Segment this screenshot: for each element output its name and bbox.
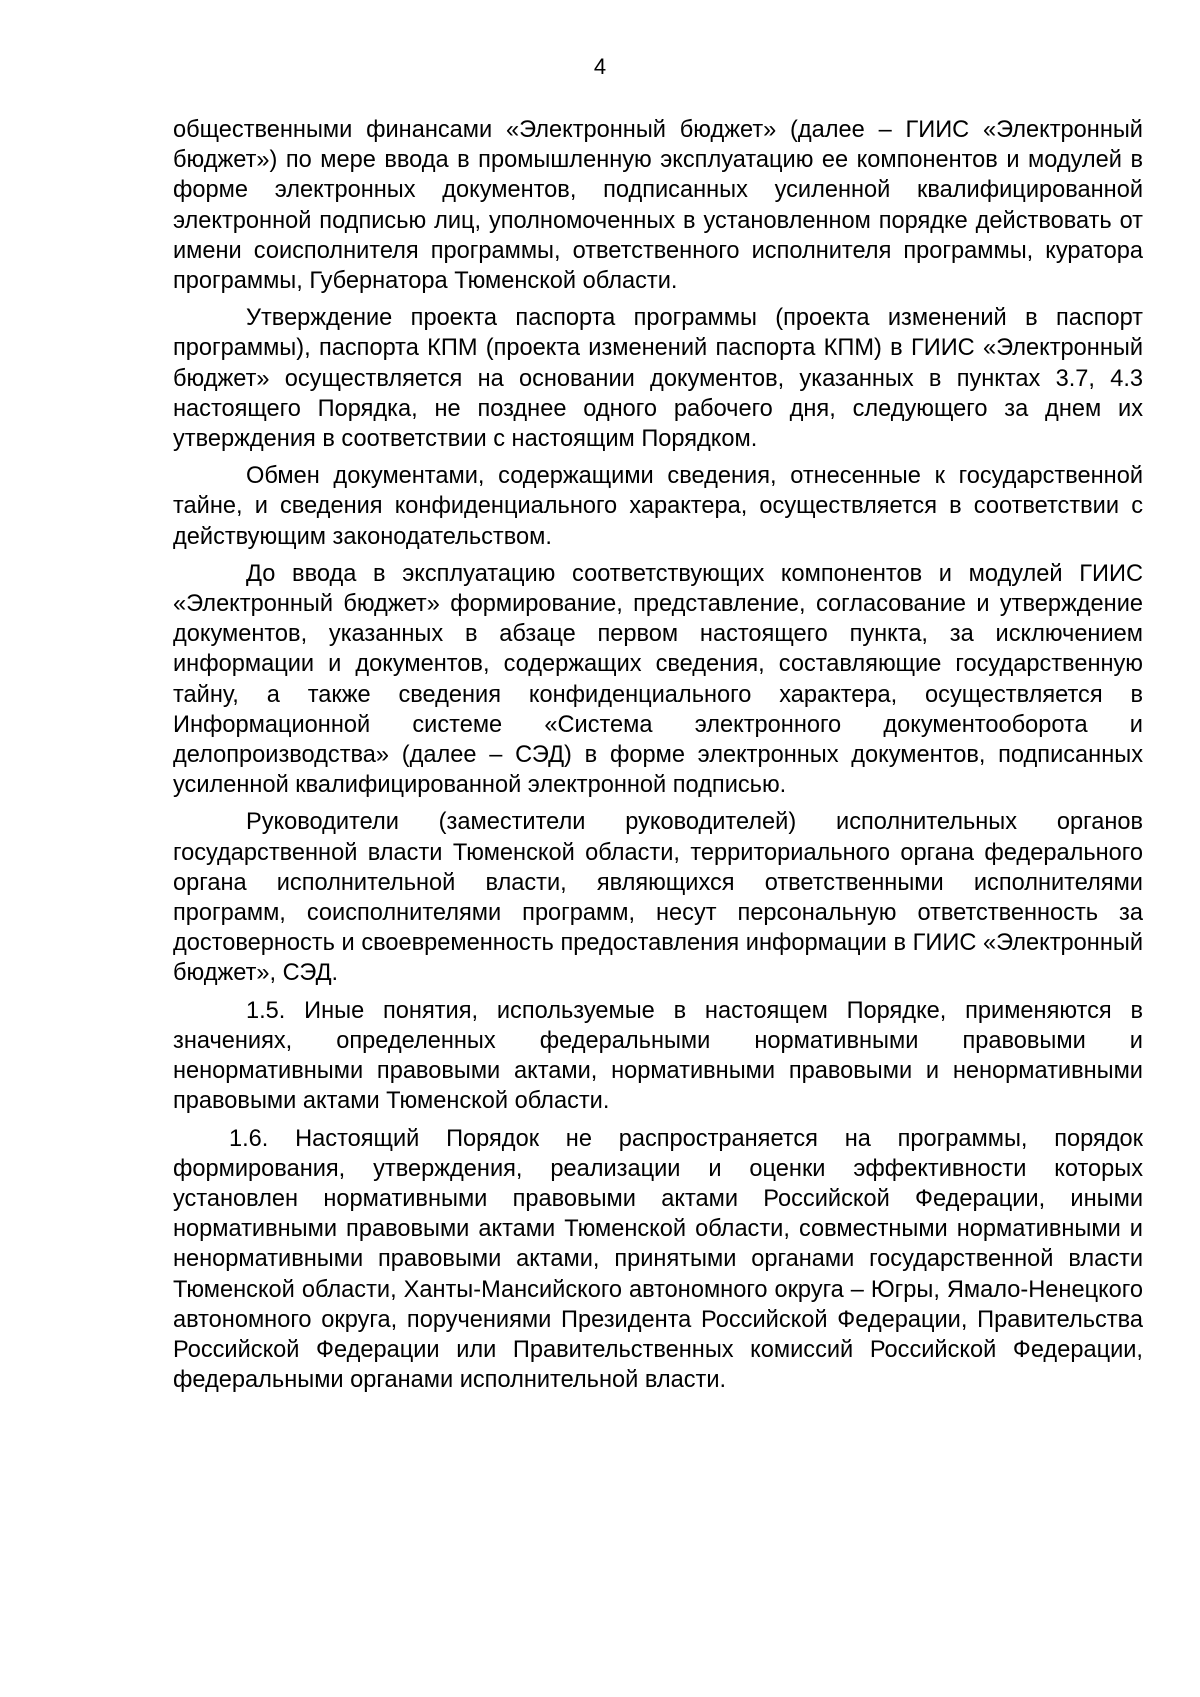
paragraph-approval: Утверждение проекта паспорта программы (проекта изменений в паспорт программы), паспорта КПМ (проекта изменений паспорта КПМ) в ГИИС «Электронный бюджет» осуществляется на основании документов, указанных в пунктах 3.7, 4.3 настоящего Порядка, не позднее одного рабочего дня, следующего за днем их утверждения в соответствии с настоящим Порядком. bbox=[173, 305, 1143, 453]
paragraph-continuation: общественными финансами «Электронный бюджет» (далее – ГИИС «Электронный бюджет») по мере ввода в промышленную эксплуатацию ее компонентов и модулей в форме электронных документов, подписанных усиленной квалифицированной электронной подписью лиц, уполномоченных в установленном порядке действовать от имени соисполнителя программы, ответственного исполнителя программы, куратора программы, Губернатора Тюменской области. bbox=[173, 117, 1143, 295]
paragraph-1-6: 1.6. Настоящий Порядок не распространяется на программы, порядок формирования, утверждения, реализации и оценки эффективности которых установлен нормативными правовыми актами Российской Федерации, иными нормативными правовыми актами Тюменской области, совместными нормативными и ненормативными правовыми актами, принятыми органами государственной власти Тюменской области, Ханты-Мансийского автономного округа – Югры, Ямало-Ненецкого автономного округа, поручениями Президента Российской Федерации, Правительства Российской Федерации или Правительственных комиссий Российской Федерации, федеральными органами исполнительной власти. bbox=[173, 1125, 1143, 1394]
paragraph-exchange: Обмен документами, содержащими сведения, отнесенные к государственной тайне, и сведения конфиденциального характера, осуществляется в соответствии с действующим законодательством. bbox=[173, 463, 1143, 550]
page-number: 4 bbox=[593, 54, 607, 79]
paragraph-responsibility: Руководители (заместители руководителей) исполнительных органов государственной власти Тюменской области, территориального органа федерального органа исполнительной власти, являющихся ответственными исполнителями программ, соисполнителями программ, несут персональную ответственность за достоверность и своевременность предоставления информации в ГИИС «Электронный бюджет», СЭД. bbox=[173, 809, 1143, 987]
document-body bbox=[173, 115, 1143, 1402]
paragraph-1-5: 1.5. Иные понятия, используемые в настоящем Порядке, применяются в значениях, определенных федеральными нормативными правовыми и ненормативными правовыми актами, нормативными правовыми и ненормативными правовыми актами Тюменской области. bbox=[173, 997, 1143, 1115]
paragraph-before-commissioning: До ввода в эксплуатацию соответствующих компонентов и модулей ГИИС «Электронный бюджет» формирование, представление, согласование и утверждение документов, указанных в абзаце первом настоящего пункта, за исключением информации и документов, содержащих сведения, составляющие государственную тайну, а также сведения конфиденциального характера, осуществляется в Информационной системе «Система электронного документооборота и делопроизводства» (далее – СЭД) в форме электронных документов, подписанных усиленной квалифицированной электронной подписью. bbox=[173, 560, 1143, 799]
